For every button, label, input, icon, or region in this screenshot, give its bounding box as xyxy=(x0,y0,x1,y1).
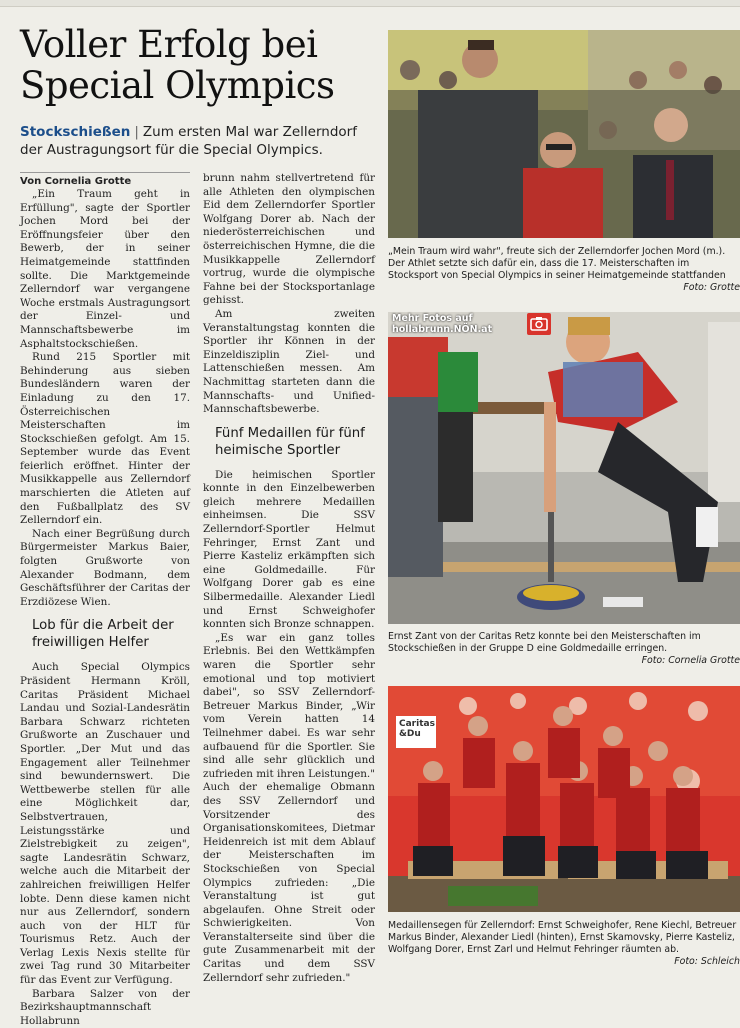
more-photos-line2: hollabrunn.NÖN.at xyxy=(392,324,493,335)
paragraph: brunn nahm stellvertretend für alle Athleten den olympischen Eid dem Zellerndorfer Sportler Wolfgang Dorer ab. Nach der niederösterreichischen und österreichischen Hymne, die die Musikkappelle Zellerndorf vortrug, wurde die olympische Fahne bei der Stocksportanlage gehisst. xyxy=(203,172,375,307)
photo1-credit: Foto: Grotte xyxy=(683,282,740,293)
photo3-credit: Foto: Schleich xyxy=(674,956,740,967)
photo2-credit: Foto: Cornelia Grotte xyxy=(641,655,740,666)
paragraph: Barbara Salzer von der Bezirkshauptmannschaft Hollabrunn xyxy=(20,987,190,1027)
article-kicker: Stockschießen xyxy=(20,124,131,140)
column1-subheading: Lob für die Arbeit der freiwilligen Helfer xyxy=(32,618,174,651)
photo3-caption xyxy=(388,920,740,967)
article-byline: Von Cornelia Grotte xyxy=(20,172,190,187)
article-lead-text: Zum ersten Mal war Zellerndorf der Austragungsort für die Special Olympics. xyxy=(20,124,357,158)
photo1-caption-text: „Mein Traum wird wahr", freute sich der Zellerndorfer Jochen Mord (m.). Der Athlet setzte sich dafür ein, dass die 17. Meisterschaften im Stocksport von Special Olympics in seiner Heimatgemeinde stattfanden xyxy=(388,246,726,281)
photo3-caption-text: Medaillensegen für Zellerndorf: Ernst Schweighofer, Rene Kiechl, Betreuer Markus Binder, Alexander Liedl (hinten), Ernst Skamovsky, Pierre Kasteliz, Wolfgang Dorer, Ernst Zarl und Helmut Fehringer räumten ab. xyxy=(388,920,737,955)
paragraph: Am zweiten Veranstaltungstag konnten die Sportler ihr Können in der Einzeldisziplin Ziel- und Lattenschießen messen. Am Nachmittag starteten dann die Mannschafts- und Unified-Mannschaftsbewerbe. xyxy=(203,307,375,416)
paragraph: Rund 215 Sportler mit Behinderung aus sieben Bundesländern waren der Einladung zu den 17. Österreichischen Meisterschaften im Stockschießen gefolgt. Am 15. September wurde das Event feierlich eröffnet. Hinter der Musikkappelle aus Zellerndorf marschierten die Atleten auf den Fußballplatz des SV Zellerndorf ein. xyxy=(20,351,190,527)
page-top-rule xyxy=(0,0,740,7)
photo-athlete-stockschiessen xyxy=(388,312,740,624)
paragraph: Die heimischen Sportler konnte in den Einzelbewerben gleich mehrere Medaillen einheimsen. Die SSV Zellerndorf-Sportler Helmut Fehringer, Ernst Zant und Pierre Kasteliz erkämpften sich eine Goldmedaille. Für Wolfgang Dorer gab es eine Silbermedaille. Alexander Liedl und Ernst Schweighofer konnten sich Bronze schnappen. xyxy=(203,468,375,631)
paragraph: Nach einer Begrüßung durch Bürgermeister Markus Baier, folgten Grußworte von Alexander Bodmann, dem Geschäftsführer der Caritas der Erzdiözese Wien. xyxy=(20,527,190,608)
caritas-logo xyxy=(396,716,436,748)
photo-team-medals xyxy=(388,686,740,912)
article-column-2 xyxy=(203,172,375,984)
caritas-logo-line2: &Du xyxy=(399,729,421,739)
more-photos-line1: Mehr Fotos auf xyxy=(392,313,473,324)
more-photos-link[interactable] xyxy=(392,313,492,335)
photo2-caption xyxy=(388,631,740,667)
paragraph: „Ein Traum geht in Erfüllung", sagte der Sportler Jochen Mord bei der Eröffnungsfeier über den Bewerb, der in seiner Heimatgemeinde stattfinden sollte. Die Marktgemeinde Zellerndorf war vergangene Woche erstmals Austragungsort der Einzel- und Mannschaftsbewerbe im Asphaltstockschießen. xyxy=(20,188,190,350)
article-column-1 xyxy=(20,188,190,1027)
camera-icon[interactable] xyxy=(527,313,551,335)
photo-opening-ceremony xyxy=(388,30,740,238)
paragraph: „Es war ein ganz tolles Erlebnis. Bei den Wettkämpfen waren die Sportler sehr emotional und top motiviert dabei", so SSV Zellerndorf-Betreuer Markus Binder, „Wir vom Verein hatten 14 Teilnehmer dabei. Es war sehr aufbauend für die Sportler. Sie sind alle sehr glücklich und zufrieden mit ihren Leistungen." Auch der ehemalige Obmann des SSV Zellerndorf und Vorsitzender des Organisationskomitees, Dietmar Heidenreich ist mit dem Ablauf der Meisterschaften im Stockschießen von Special Olympics zufrieden: „Die Veranstaltung ist gut abgelaufen. Ohne Streit oder Schwierigkeiten. Von Veranstalterseite sind über die gute Zusammenarbeit mit der Caritas und dem SSV Zellerndorf sehr zufrieden." xyxy=(203,631,375,984)
article-headline: Voller Erfolg bei Special Olympics xyxy=(20,23,335,107)
paragraph: Auch Special Olympics Präsident Hermann Kröll, Caritas Präsident Michael Landau und Sozial-Landesrätin Barbara Schwarz richteten Grußworte an Zuschauer und Sportler. „Der Mut und das Engagement aller Teilnehmer sind bewundernswert. Die Wettbewerbe stellen für alle eine Möglichkeit dar, Selbstvertrauen, Leistungsstärke und Zielstrebigkeit zu zeigen", sagte Landesrätin Schwarz, welche auch die Mitarbeit der zahlreichen freiwilligen Helfer lobte. Denn diese kamen nicht nur aus Zellerndorf, sondern auch von der HLT für Tourismus Retz. Auch der Verlag Lexis Nexis stellte für zwei Tag rund 30 Mitarbeiter für das Event zur Verfügung. xyxy=(20,661,190,987)
photo2-caption-text: Ernst Zant von der Caritas Retz konnte bei den Meisterschaften im Stockschießen in der Gruppe D eine Goldmedaille erringen. xyxy=(388,631,701,654)
caritas-logo-line1: Caritas xyxy=(399,719,435,729)
kicker-separator: | xyxy=(134,124,139,140)
article-lead xyxy=(20,123,380,159)
photo1-caption xyxy=(388,246,740,294)
column2-subheading: Fünf Medaillen für fünf heimische Sportler xyxy=(215,425,365,458)
